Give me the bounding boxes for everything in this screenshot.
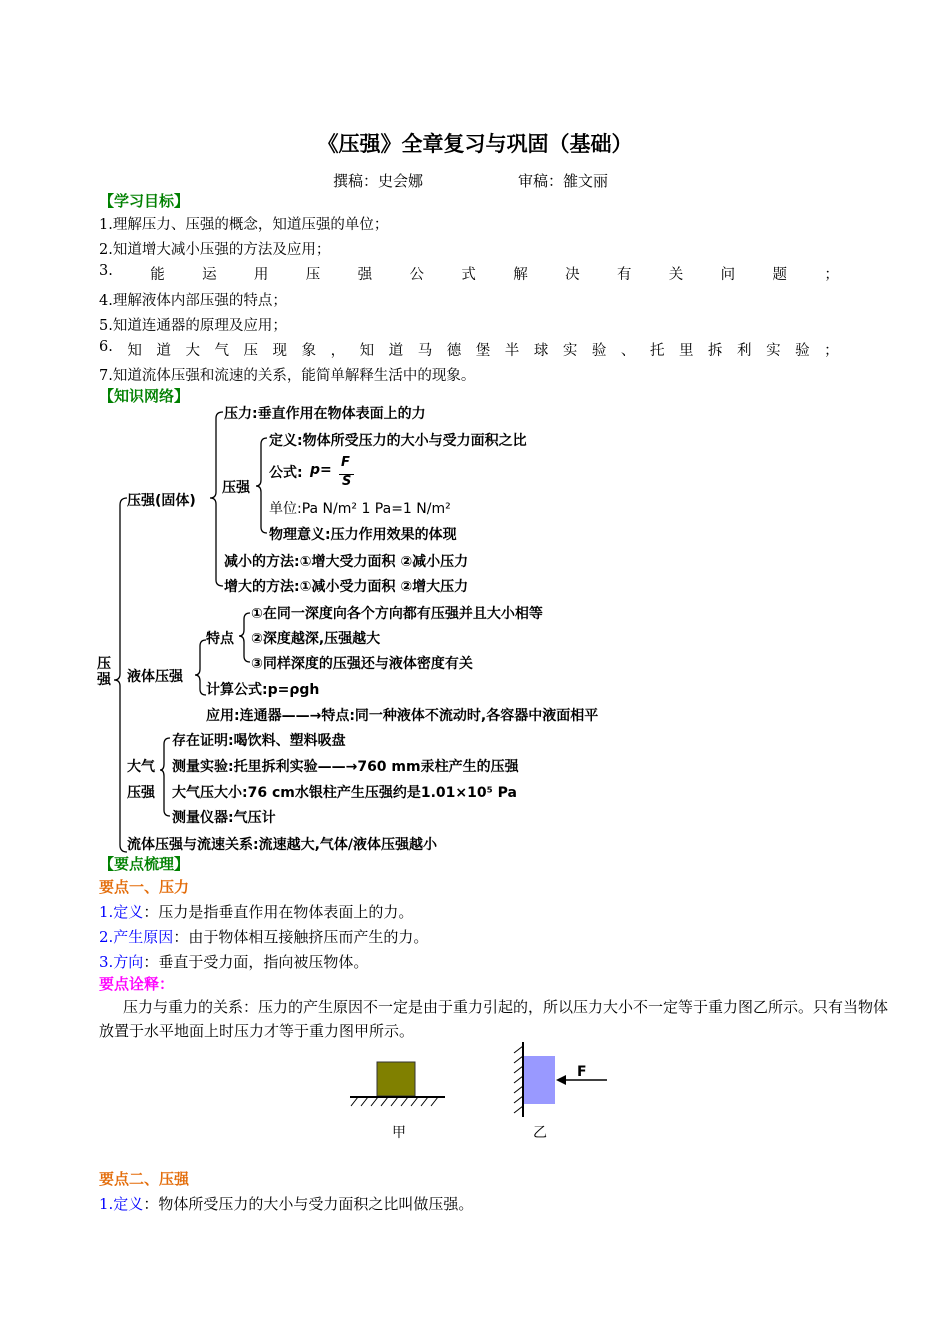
goal6-token: 利 (737, 343, 752, 359)
goal3-token: 压 (305, 267, 321, 283)
map-calc: 计算公式:p=ρgh (206, 682, 320, 698)
force-label: F (577, 1064, 587, 1080)
goal3-token: 决 (565, 267, 580, 283)
map-fluid: 流体压强与流速关系:流速越大,气体/液体压强越小 (127, 837, 438, 853)
section-points: 【要点梳理】 (99, 855, 190, 873)
goal6-token: 大 (185, 343, 200, 359)
goal6-token: 压 (243, 343, 258, 359)
goal6-token: 知 (359, 343, 375, 359)
map-apply: 应用:连通器——→特点:同一种液体不流动时,各容器中液面相平 (206, 708, 599, 724)
map-atm1: 大气 (127, 759, 155, 775)
point1-note-heading: 要点诠释： (99, 975, 175, 993)
wall-hatch (514, 1046, 523, 1113)
point1-note: 压力与重力的关系：压力的产生原因不一定是由于重力引起的，所以压力大小不一定等于重力图乙所示。只有当物体放置于水平地面上时压力才等于重力图甲所示。 (99, 998, 889, 1040)
goal6-token: 马 (417, 343, 433, 359)
figure-label-a: 甲 (392, 1125, 406, 1141)
map-increase: 增大的方法:①减小受力面积 ②增大压力 (224, 579, 469, 595)
map-formula-den: S (342, 474, 352, 489)
map-a2: 测量实验:托里拆利实验——→760 mm汞柱产生的压强 (172, 759, 519, 775)
goal3-token: 解 (513, 267, 528, 283)
goal3-token: 题 (772, 267, 788, 283)
goal3-token: 问 (720, 267, 736, 283)
block-a (377, 1062, 415, 1096)
point1-item-1-label: 1.定义 (99, 903, 144, 921)
map-f2: ②深度越深,压强越大 (251, 631, 381, 647)
map-a1: 存在证明:喝饮料、塑料吸盘 (172, 733, 346, 749)
point1-item-3-label: 3.方向 (99, 953, 144, 971)
map-solid: 压强(固体) (127, 493, 196, 509)
map-force: 压力:垂直作用在物体表面上的力 (224, 406, 426, 422)
point1-item-2-text: ：由于物体相互接触挤压而产生的力。 (173, 928, 429, 946)
figure-label-b: 乙 (533, 1125, 547, 1141)
author: 撰稿：史会娜 (333, 172, 424, 190)
goal6-token: 道 (388, 343, 404, 359)
goal6-token: 里 (678, 343, 694, 359)
map-a3: 大气压大小:76 cm水银柱产生压强约是1.01×10⁵ Pa (172, 785, 517, 801)
goal6-token: 验 (591, 343, 607, 359)
goal3-token: 公 (409, 267, 424, 283)
map-definition: 定义:物体所受压力的大小与受力面积之比 (269, 433, 527, 449)
goal6-token: 德 (446, 343, 462, 359)
ground-hatch (351, 1097, 438, 1106)
goal6-token: 堡 (475, 343, 491, 359)
map-feature: 特点 (206, 631, 234, 647)
goal6-token: 验 (795, 343, 810, 359)
goal3-token: 有 (616, 267, 632, 283)
map-a4: 测量仪器:气压计 (172, 810, 276, 826)
goal-5: 5.知道连通器的原理及应用； (99, 318, 287, 334)
goal6-token: 道 (156, 343, 171, 359)
goal-7: 7.知道流体压强和流速的关系，能简单解释生活中的现象。 (99, 368, 476, 384)
page-title: 《压强》全章复习与巩固（基础） (317, 132, 633, 156)
point1-item-2-label: 2.产生原因 (99, 928, 174, 946)
goal-1: 1.理解压力、压强的概念，知道压强的单位； (99, 217, 389, 233)
goal3-token: ； (824, 267, 839, 283)
section-goals: 【学习目标】 (99, 192, 190, 210)
goal3-token: 用 (253, 267, 269, 283)
goal6-token: 实 (562, 343, 578, 359)
map-pressure: 压强 (222, 480, 250, 496)
map-atm2: 压强 (127, 785, 155, 801)
block-b (524, 1056, 555, 1104)
goal6-token: 6. (99, 339, 113, 355)
point2-item-1-label: 1.定义 (99, 1195, 144, 1213)
point2-item-1 (99, 1193, 473, 1214)
goal6-token: 拆 (708, 343, 723, 359)
goal-2: 2.知道增大减小压强的方法及应用； (99, 242, 331, 258)
goal6-token: ； (824, 343, 839, 359)
map-f1: ①在同一深度向各个方向都有压强并且大小相等 (251, 606, 543, 622)
reviewer: 审稿：雒文丽 (518, 172, 609, 190)
map-unit: 单位:Pa N/m² 1 Pa=1 N/m² (269, 501, 451, 517)
goal3-token: 式 (461, 267, 476, 283)
force-arrowhead (556, 1075, 566, 1085)
map-formula-label: 公式: (269, 465, 303, 481)
map-liquid: 液体压强 (127, 669, 183, 685)
goal6-token: 象 (301, 343, 317, 359)
goal6-token: 、 (620, 343, 636, 359)
goal-4: 4.理解液体内部压强的特点； (99, 293, 287, 309)
point1-heading: 要点一、压力 (99, 878, 190, 896)
goal6-token: ， (330, 343, 346, 359)
goal3-token: 3. (99, 263, 113, 279)
map-formula-lhs: p= (310, 462, 332, 478)
goal6-token: 现 (272, 343, 288, 359)
map-reduce: 减小的方法:①增大受力面积 ②减小压力 (224, 554, 469, 570)
map-f3: ③同样深度的压强还与液体密度有关 (251, 656, 473, 672)
point1-item-1-text: ：压力是指垂直作用在物体表面上的力。 (143, 903, 414, 921)
goal6-token: 球 (533, 343, 549, 359)
goal6-token: 托 (649, 343, 665, 359)
goal6-token: 半 (504, 343, 520, 359)
map-formula-num: F (341, 455, 350, 470)
goal6-token: 气 (214, 343, 229, 359)
map-root: 压强 (97, 656, 111, 688)
goal3-token: 强 (357, 267, 373, 283)
goal6-token: 实 (766, 343, 781, 359)
map-meaning: 物理意义:压力作用效果的体现 (269, 527, 457, 543)
goal3-token: 运 (202, 267, 217, 283)
point2-heading: 要点二、压强 (99, 1170, 190, 1188)
goal6-token: 知 (127, 343, 142, 359)
section-network: 【知识网络】 (99, 387, 190, 405)
point1-item-3-text: ：垂直于受力面，指向被压物体。 (143, 953, 369, 971)
point2-item-1-text: ：物体所受压力的大小与受力面积之比叫做压强。 (143, 1195, 474, 1213)
goal3-token: 关 (668, 267, 684, 283)
goal3-token: 能 (150, 267, 165, 283)
